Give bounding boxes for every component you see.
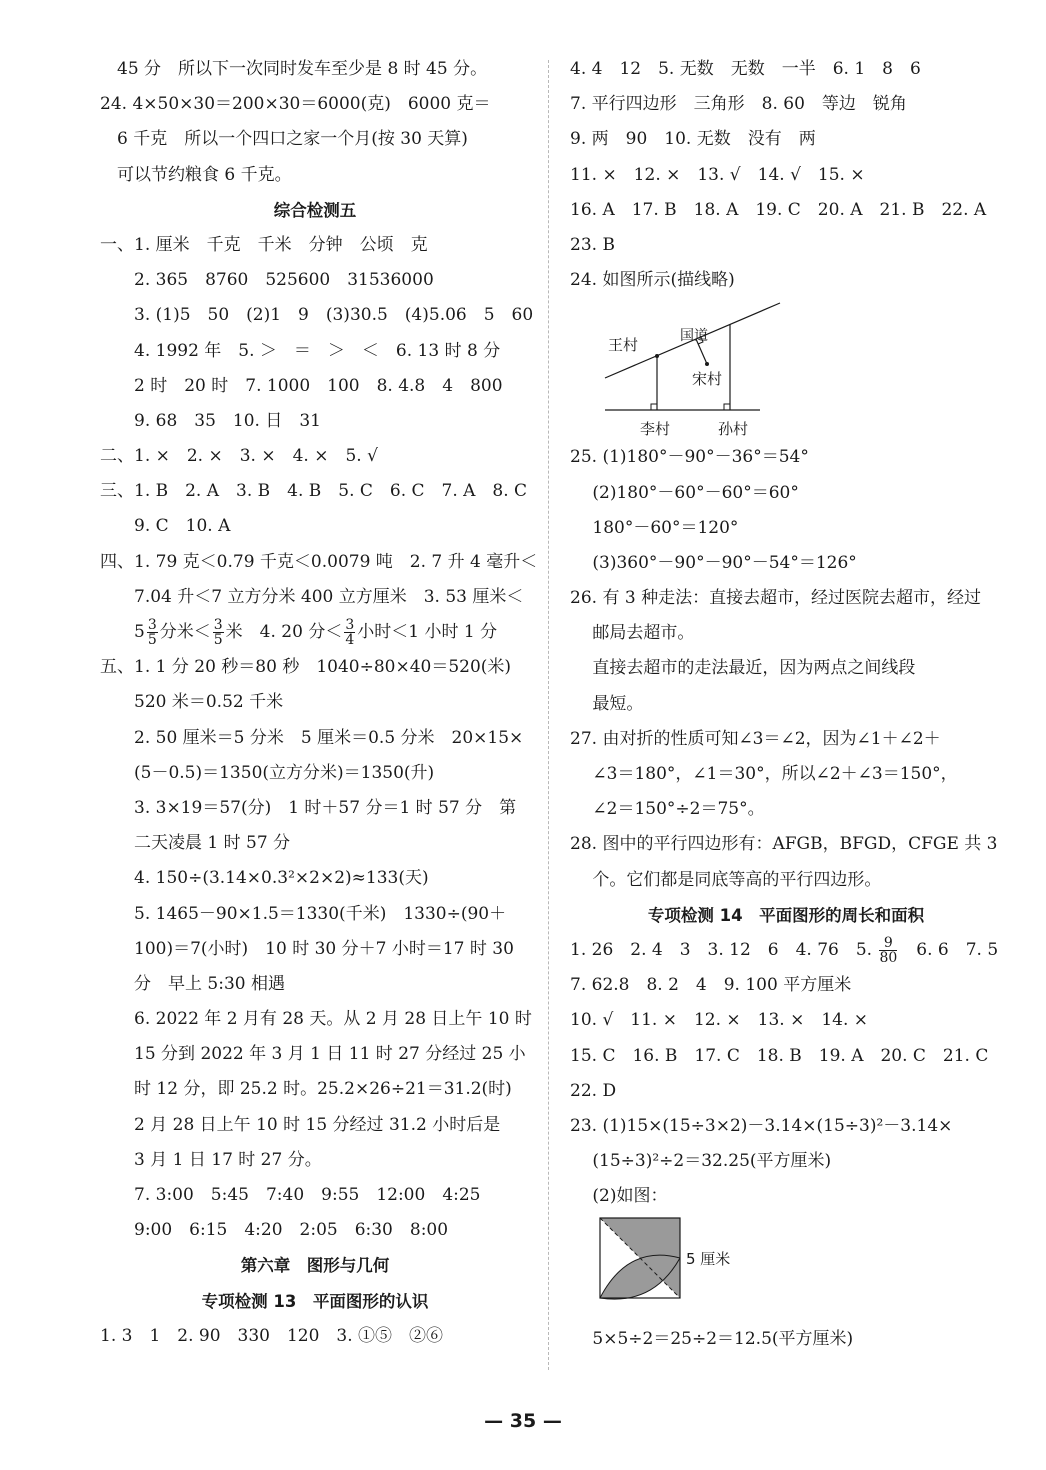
numerator: 9 — [879, 936, 897, 951]
right-line: 10. √ 11. × 12. × 13. × 14. × — [570, 1010, 869, 1031]
left-line: 五、1. 1 分 20 秒＝80 秒 1040÷80×40＝520(米) — [100, 657, 512, 678]
left-line: 520 米＝0.52 千米 — [100, 692, 284, 713]
village-map-svg — [600, 298, 800, 438]
right-line: (2)180°－60°－60°＝60° — [570, 482, 799, 503]
left-line: 1. 3 1 2. 90 330 120 3. ①⑤ ②⑥ — [100, 1325, 444, 1346]
left-line: 4. 150÷(3.14×0.3²×2×2)≈133(天) — [100, 868, 429, 889]
denominator: 80 — [879, 949, 898, 966]
right-line: 5×5÷2＝25÷2＝12.5(平方厘米) — [570, 1329, 854, 1350]
left-line: 四、1. 79 克＜0.79 千克＜0.0079 吨 2. 7 升 4 毫升＜ — [100, 551, 538, 572]
right-line: 180°－60°＝120° — [570, 517, 739, 538]
right-line: 个。它们都是同底等高的平行四边形。 — [570, 869, 882, 890]
left-line: 2 时 20 时 7. 1000 100 8. 4.8 4 800 — [100, 375, 503, 396]
right-line: 23. B — [570, 234, 615, 255]
text-segment: 1. 26 2. 4 3 3. 12 6 4. 76 5. — [570, 939, 878, 960]
numerator: 3 — [147, 617, 157, 633]
left-line: 二天凌晨 1 时 57 分 — [100, 833, 291, 854]
right-line: 27. 由对折的性质可知∠3＝∠2，因为∠1＋∠2＋ — [570, 728, 941, 749]
square-figure-svg — [598, 1216, 798, 1316]
left-line: 3. (1)5 50 (2)1 9 (3)30.5 (4)5.06 5 60 — [100, 305, 534, 326]
left-line: 3. 3×19＝57(分) 1 时＋57 分＝1 时 57 分 第 — [100, 797, 517, 818]
text-segment: 米 4. 20 分＜ — [225, 622, 343, 642]
right-line: (3)360°－90°－90°－54°＝126° — [570, 552, 857, 573]
right-line: (15÷3)²÷2＝32.25(平方厘米) — [570, 1151, 832, 1172]
village-point — [655, 354, 659, 358]
text-segment: 小时＜1 小时 1 分 — [357, 622, 498, 642]
column-divider — [548, 60, 549, 1370]
left-line: 2 月 28 日上午 10 时 15 分经过 31.2 小时后是 — [100, 1114, 501, 1135]
label-guodao: 国道 — [680, 328, 708, 345]
right-line: 9. 两 90 10. 无数 没有 两 — [570, 129, 816, 150]
left-line: 9:00 6:15 4:20 2:05 6:30 8:00 — [100, 1220, 449, 1241]
right-angle-mark — [651, 404, 657, 410]
left-line: 6. 2022 年 2 月有 28 天。从 2 月 28 日上午 10 时 — [100, 1009, 532, 1030]
right-line: 16. A 17. B 18. A 19. C 20. A 21. B 22. A — [570, 199, 987, 220]
right-column — [570, 52, 1002, 1358]
label-wangcun: 王村 — [608, 336, 639, 355]
left-line: 二、1. × 2. × 3. × 4. × 5. √ — [100, 446, 378, 467]
right-line: 15. C 16. B 17. C 18. B 19. A 20. C 21. C — [570, 1045, 989, 1066]
section-heading: 第六章 图形与几何 — [240, 1256, 390, 1276]
left-column — [100, 52, 538, 1354]
numerator: 3 — [345, 617, 355, 633]
left-line: 2. 365 8760 525600 31536000 — [100, 270, 434, 291]
right-line: ∠2＝150°÷2＝75°。 — [570, 799, 765, 820]
left-line: 45 分 所以下一次同时发车至少是 8 时 45 分。 — [100, 59, 488, 79]
left-fraction-line — [100, 615, 530, 650]
right-fraction-line — [570, 933, 1002, 968]
village-point — [705, 362, 709, 366]
label-licun: 李村 — [640, 420, 671, 439]
right-line: 邮局去超市。 — [570, 623, 695, 644]
left-line: 3 月 1 日 17 时 27 分。 — [100, 1149, 322, 1170]
right-line: 直接去超市的走法最近，因为两点之间线段 — [570, 658, 916, 679]
page-number: — 35 — — [484, 1410, 562, 1432]
left-line: 6 千克 所以一个四口之家一个月(按 30 天算) — [100, 129, 468, 150]
left-line: (5－0.5)＝1350(立方分米)＝1350(升) — [100, 762, 435, 783]
left-line: 4. 1992 年 5. ＞ ＝ ＞ ＜ 6. 13 时 8 分 — [100, 340, 501, 361]
right-line: 28. 图中的平行四边形有：AFGB，BFGD，CFGE 共 3 — [570, 834, 998, 855]
right-line: 23. (1)15×(15÷3×2)－3.14×(15÷3)²－3.14× — [570, 1115, 953, 1136]
left-line: 分 早上 5:30 相遇 — [100, 973, 285, 994]
left-line: 可以节约粮食 6 千克。 — [100, 164, 292, 185]
label-suncun: 孙村 — [718, 420, 749, 439]
left-line: 2. 50 厘米＝5 分米 5 厘米＝0.5 分米 20×15× — [100, 727, 524, 748]
text-segment: 分米＜ — [159, 622, 211, 642]
left-line: 9. C 10. A — [100, 516, 231, 537]
denominator: 5 — [147, 632, 157, 648]
right-line: 11. × 12. × 13. √ 14. √ 15. × — [570, 164, 865, 185]
denominator: 5 — [213, 632, 223, 648]
left-line: 24. 4×50×30＝200×30＝6000(克) 6000 克＝ — [100, 94, 491, 115]
section-heading: 专项检测 14 平面图形的周长和面积 — [647, 905, 925, 925]
left-line: 100)＝7(小时) 10 时 30 分＋7 小时＝17 时 30 — [100, 938, 514, 959]
denominator: 4 — [345, 632, 355, 648]
numerator: 3 — [213, 617, 223, 633]
right-line: 4. 4 12 5. 无数 无数 一半 6. 1 8 6 — [570, 59, 921, 79]
right-angle-mark — [724, 404, 730, 410]
fraction — [344, 618, 355, 647]
left-line: 15 分到 2022 年 3 月 1 日 11 时 27 分经过 25 小 — [100, 1044, 526, 1065]
right-line: ∠3＝180°，∠1＝30°，所以∠2＋∠3＝150°， — [570, 764, 958, 784]
left-line: 一、1. 厘米 千克 千米 分钟 公顷 克 — [100, 234, 428, 255]
right-line: 25. (1)180°－90°－36°＝54° — [570, 447, 809, 468]
figure-square-leaf — [570, 1214, 1002, 1322]
right-line: 最短。 — [570, 693, 644, 714]
text-segment: 5 — [100, 622, 145, 642]
right-line: 7. 62.8 8. 2 4 9. 100 平方厘米 — [570, 975, 852, 996]
right-line: (2)如图： — [570, 1186, 668, 1207]
left-line: 7. 3:00 5:45 7:40 9:55 12:00 4:25 — [100, 1185, 481, 1205]
label-5cm: 5 厘米 — [686, 1250, 731, 1269]
left-line: 7.04 升＜7 立方分米 400 立方厘米 3. 53 厘米＜ — [100, 586, 524, 607]
section-heading: 综合检测五 — [273, 200, 357, 220]
fraction — [147, 618, 158, 647]
right-line: 7. 平行四边形 三角形 8. 60 等边 锐角 — [570, 94, 907, 115]
right-line: 24. 如图所示(描线略) — [570, 270, 735, 291]
left-line: 时 12 分，即 25.2 时。25.2×26÷21＝31.2(时) — [100, 1079, 512, 1100]
text-segment: 6. 6 7. 5 — [899, 939, 999, 960]
left-line: 三、1. B 2. A 3. B 4. B 5. C 6. C 7. A 8. C — [100, 481, 528, 502]
right-line: 22. D — [570, 1080, 617, 1101]
figure-village-map — [570, 298, 1002, 440]
right-line: 26. 有 3 种走法：直接去超市，经过医院去超市，经过 — [570, 588, 982, 609]
fraction — [213, 618, 224, 647]
fraction — [879, 936, 897, 965]
label-songcun: 宋村 — [692, 370, 723, 389]
left-line: 5. 1465－90×1.5＝1330(千米) 1330÷(90＋ — [100, 903, 507, 924]
left-line: 9. 68 35 10. 日 31 — [100, 410, 321, 431]
section-heading: 专项检测 13 平面图形的认识 — [201, 1291, 429, 1311]
